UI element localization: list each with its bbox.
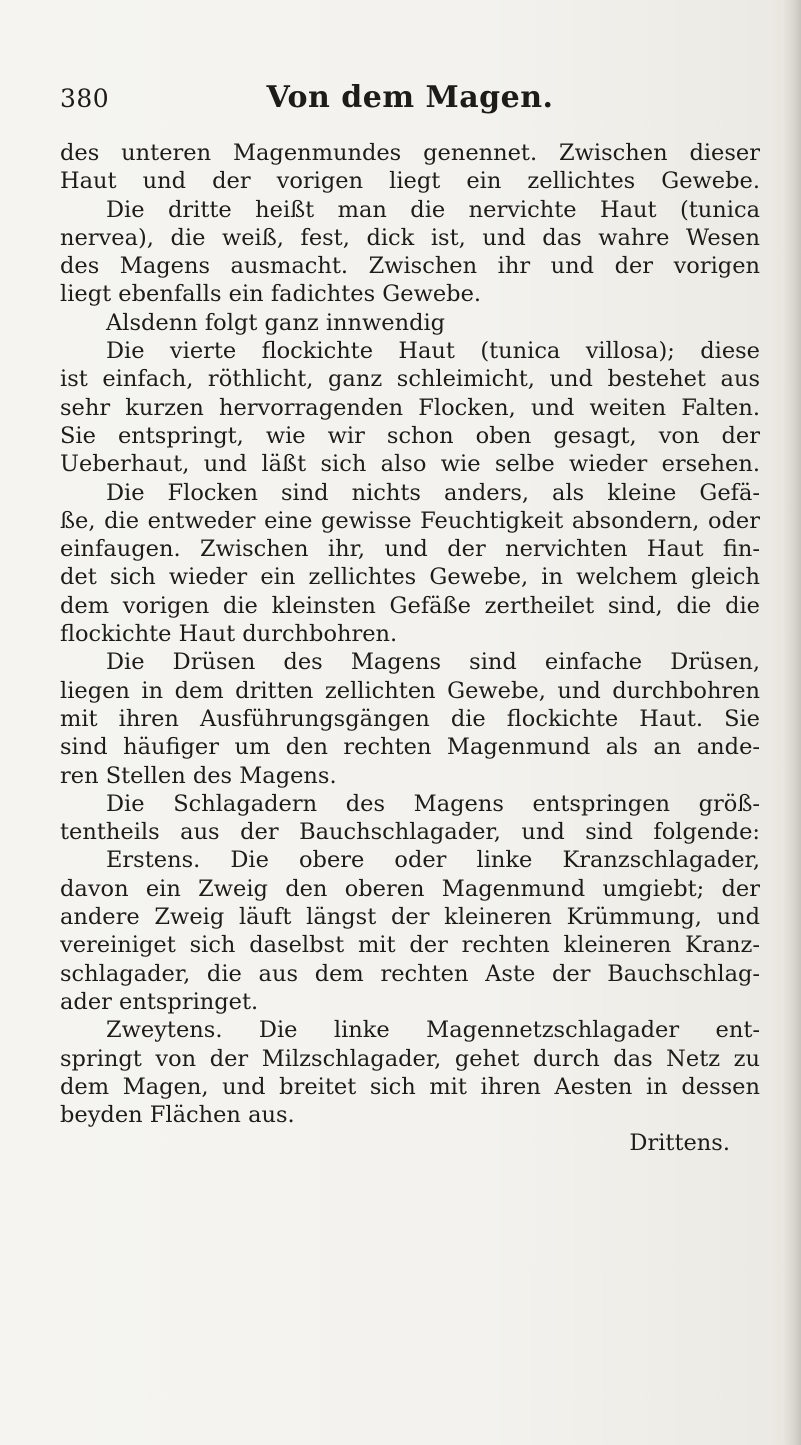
text-line: Die dritte heißt man die nervichte Haut (tunica bbox=[106, 196, 760, 223]
page-edge-shadow bbox=[783, 0, 801, 1445]
text-line: des unteren Magenmundes genennet. Zwischen dieser bbox=[60, 140, 760, 166]
text-line: andere Zweig läuft längst der kleineren Krümmung, und bbox=[60, 904, 760, 931]
text-line: tentheils aus der Bauchschlagader, und sind folgende: bbox=[60, 819, 760, 846]
text-line: einfaugen. Zwischen ihr, und der nervichten Haut fin- bbox=[60, 536, 760, 563]
text-line: Erstens. Die obere oder linke Kranzschlagader, bbox=[106, 847, 760, 874]
running-title: Von dem Magen. bbox=[266, 80, 554, 115]
catchword: Drittens. bbox=[629, 1130, 730, 1157]
text-line: Die Schlagadern des Magens entspringen größ- bbox=[106, 790, 760, 817]
text-line: Ueberhaut, und läßt sich also wie selbe wieder ersehen. bbox=[60, 451, 760, 478]
text-line: flockichte Haut durchbohren. bbox=[60, 621, 398, 648]
text-line: Die Drüsen des Magens sind einfache Drüsen, bbox=[106, 649, 760, 676]
text-line: schlagader, die aus dem rechten Aste der Bauchschlag- bbox=[60, 960, 760, 987]
text-line: vereiniget sich daselbst mit der rechten kleineren Kranz- bbox=[60, 932, 760, 959]
page-number: 380 bbox=[60, 84, 110, 113]
text-line: nervea), die weiß, fest, dick ist, und das wahre Wesen bbox=[60, 224, 760, 251]
text-line: Zweytens. Die linke Magennetzschlagader ent- bbox=[106, 1017, 760, 1044]
text-line: Alsdenn folgt ganz innwendig bbox=[106, 309, 446, 336]
text-line: ren Stellen des Magens. bbox=[60, 762, 337, 789]
text-line: ße, die entweder eine gewisse Feuchtigkeit absondern, oder bbox=[60, 507, 760, 534]
text-line: mit ihren Ausführungsgängen die flockichte Haut. Sie bbox=[60, 705, 760, 732]
text-line: Die vierte flockichte Haut (tunica villosa); diese bbox=[106, 338, 760, 365]
text-line: dem Magen, und breitet sich mit ihren Aesten in dessen bbox=[60, 1073, 760, 1100]
text-line: springt von der Milzschlagader, gehet durch das Netz zu bbox=[60, 1045, 760, 1072]
text-line: davon ein Zweig den oberen Magenmund umgiebt; der bbox=[60, 875, 760, 902]
page-header bbox=[60, 76, 760, 124]
text-line: Die Flocken sind nichts anders, als kleine Gefä- bbox=[106, 479, 760, 506]
body-text bbox=[60, 139, 760, 1158]
text-line: liegen in dem dritten zellichten Gewebe, und durchbohren bbox=[60, 677, 760, 704]
text-line: sind häufiger um den rechten Magenmund als an ande- bbox=[60, 734, 760, 761]
text-line: liegt ebenfalls ein fadichtes Gewebe. bbox=[60, 281, 482, 308]
text-line: beyden Flächen aus. bbox=[60, 1102, 295, 1129]
text-line: det sich wieder ein zellichtes Gewebe, in welchem gleich bbox=[60, 564, 760, 591]
text-line: dem vorigen die kleinsten Gefäße zertheilet sind, die die bbox=[60, 592, 760, 619]
text-line: Haut und der vorigen liegt ein zellichtes Gewebe. bbox=[60, 168, 760, 195]
text-line: sehr kurzen hervorragenden Flocken, und weiten Falten. bbox=[60, 394, 760, 421]
text-line: ist einfach, röthlicht, ganz schleimicht, und bestehet aus bbox=[60, 366, 760, 393]
text-line: Sie entspringt, wie wir schon oben gesagt, von der bbox=[60, 422, 760, 449]
text-line: des Magens ausmacht. Zwischen ihr und der vorigen bbox=[60, 253, 760, 280]
text-line: ader entspringet. bbox=[60, 988, 259, 1015]
